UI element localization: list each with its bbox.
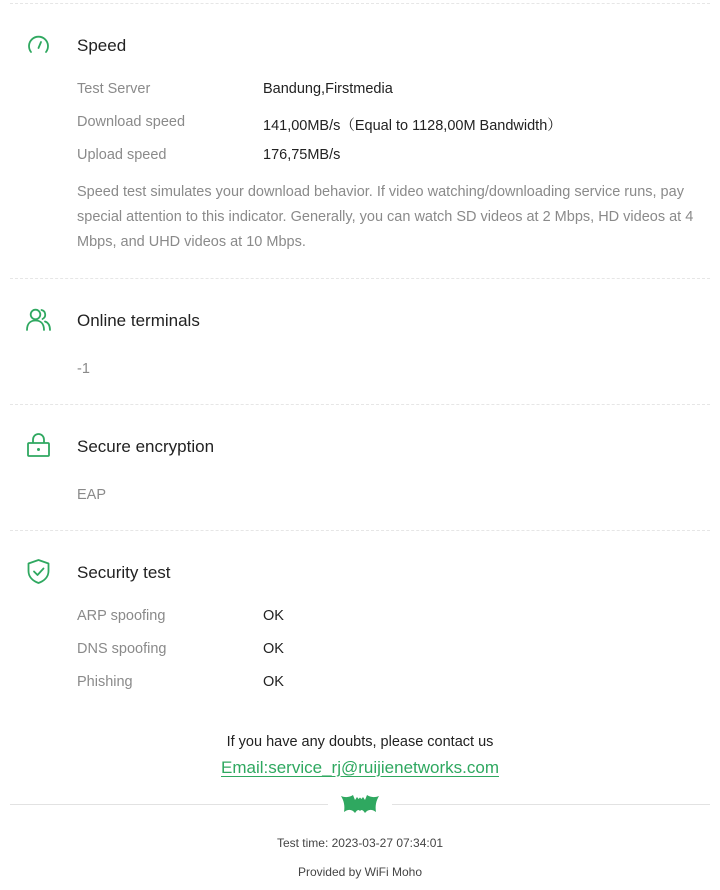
- dns-spoofing-value: OK: [263, 641, 284, 657]
- upload-speed-label: Upload speed: [77, 147, 167, 163]
- download-speed-label: Download speed: [77, 114, 186, 130]
- footer-line-right: [392, 804, 710, 805]
- footer-line-left: [10, 804, 328, 805]
- speed-title: Speed: [77, 36, 127, 55]
- bat-logo-icon: [340, 793, 380, 815]
- test-time: Test time: 2023-03-27 07:34:01: [276, 836, 444, 850]
- arp-spoofing-label: ARP spoofing: [77, 608, 166, 624]
- divider-terminals: [10, 404, 710, 405]
- contact-email: [0, 758, 720, 778]
- test-server-label: Test Server: [77, 81, 151, 97]
- divider-speed: [10, 278, 710, 279]
- contact-text: If you have any doubts, please contact us: [226, 734, 494, 750]
- upload-speed-value: 176,75MB/s: [263, 147, 341, 163]
- shield-check-icon: [25, 558, 52, 585]
- users-icon: [25, 306, 52, 333]
- phishing-label: Phishing: [77, 674, 133, 690]
- divider-encryption: [10, 530, 710, 531]
- speed-description: Speed test simulates your download behavior. If video watching/downloading service runs, pay special attention to this indicator. Generally, you can watch SD videos at 2 Mbps, HD videos at 4 Mbps, and UHD videos at 10 Mbps.: [77, 184, 694, 250]
- lock-icon: [25, 432, 52, 459]
- dns-spoofing-label: DNS spoofing: [77, 641, 167, 657]
- provided-by: Provided by WiFi Moho: [297, 865, 423, 879]
- arp-spoofing-value: OK: [263, 608, 284, 624]
- encryption-value: EAP: [77, 487, 107, 503]
- security-title: Security test: [77, 563, 171, 582]
- download-speed-value: 141,00MB/s（Equal to 1128,00M Bandwidth）: [263, 118, 562, 134]
- encryption-title: Secure encryption: [77, 437, 215, 456]
- email-link[interactable]: Email:service_rj@ruijienetworks.com: [221, 758, 499, 777]
- terminals-value: -1: [77, 361, 90, 377]
- speedometer-icon: [25, 32, 52, 59]
- phishing-value: OK: [263, 674, 284, 690]
- test-server-value: Bandung,Firstmedia: [263, 81, 393, 97]
- terminals-title: Online terminals: [77, 311, 200, 330]
- divider-top: [10, 3, 710, 4]
